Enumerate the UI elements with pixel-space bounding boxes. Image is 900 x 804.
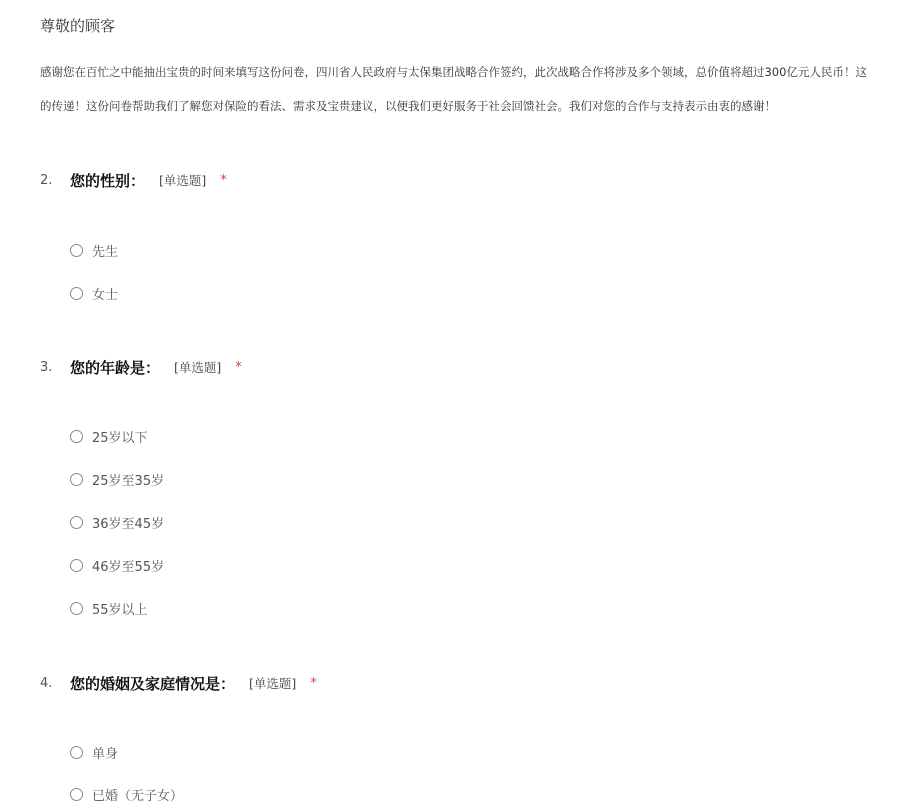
required-marker: *: [220, 172, 227, 188]
radio-icon[interactable]: [70, 602, 83, 615]
question-marital-status: [40, 671, 317, 804]
question-title: 您的婚姻及家庭情况是：: [70, 674, 236, 693]
question-number: 2.: [40, 172, 53, 188]
required-marker: *: [310, 675, 317, 691]
question-type: [单选题]: [249, 676, 297, 691]
radio-icon[interactable]: [70, 746, 83, 759]
option-label: 55岁以上: [92, 602, 148, 618]
question-age: [40, 355, 242, 618]
option-age-46-55[interactable]: [70, 555, 164, 575]
option-label: 25岁至35岁: [92, 473, 165, 489]
option-label: 25岁以下: [92, 430, 148, 446]
option-age-36-45[interactable]: [70, 512, 164, 532]
question-gender: [40, 168, 227, 303]
radio-icon[interactable]: [70, 516, 83, 529]
intro-line: 的传递！这份问卷帮助我们了解您对保险的看法、需求及宝贵建议，以便我们更好服务于社会回馈社会。我们对您的合作与支持表示由衷的感谢！: [40, 99, 776, 113]
option-label: 女士: [92, 287, 119, 303]
intro-line: 感谢您在百忙之中能抽出宝贵的时间来填写这份问卷，四川省人民政府与太保集团战略合作签约，此次战略合作将涉及多个领域，总价值将超过300亿元人民币！这: [40, 65, 867, 79]
option-label: 先生: [92, 244, 119, 260]
question-type: [单选题]: [159, 173, 207, 188]
option-female[interactable]: [70, 283, 118, 303]
question-title: 您的年龄是：: [70, 358, 161, 377]
option-male[interactable]: [70, 240, 118, 260]
question-number: 3.: [40, 359, 53, 375]
option-label: 已婚（无子女）: [92, 788, 184, 804]
intro-text: [40, 55, 900, 123]
option-label: 单身: [92, 746, 119, 762]
option-married-no-children[interactable]: [70, 784, 183, 804]
radio-icon[interactable]: [70, 244, 83, 257]
required-marker: *: [235, 359, 242, 375]
radio-icon[interactable]: [70, 473, 83, 486]
question-number: 4.: [40, 675, 53, 691]
radio-icon[interactable]: [70, 430, 83, 443]
option-single[interactable]: [70, 742, 118, 762]
radio-icon[interactable]: [70, 287, 83, 300]
option-age-over-55[interactable]: [70, 598, 148, 618]
question-title: 您的性别：: [70, 171, 146, 190]
option-label: 36岁至45岁: [92, 516, 165, 532]
greeting-heading: 尊敬的顾客: [40, 17, 116, 35]
option-age-under-25[interactable]: [70, 426, 148, 446]
question-type: [单选题]: [174, 360, 222, 375]
option-label: 46岁至55岁: [92, 559, 165, 575]
radio-icon[interactable]: [70, 788, 83, 801]
radio-icon[interactable]: [70, 559, 83, 572]
option-age-25-35[interactable]: [70, 469, 164, 489]
